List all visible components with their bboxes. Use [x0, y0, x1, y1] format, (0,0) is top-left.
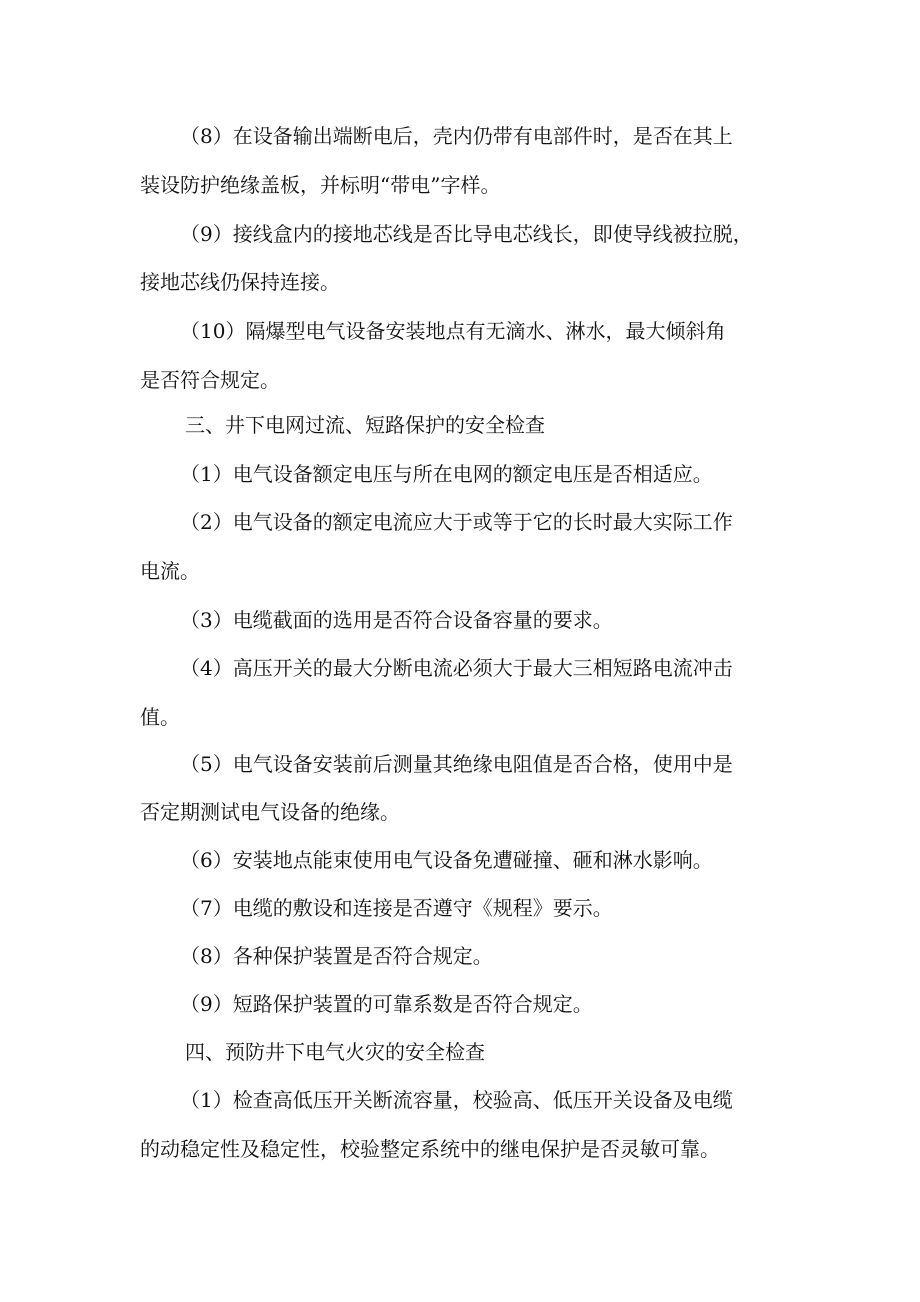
text-line: 值。 [140, 705, 180, 729]
text-line: （8）各种保护装置是否符合规定。 [180, 944, 493, 968]
text-line: 装设防护绝缘盖板，并标明“带电”字样。 [140, 173, 501, 197]
text-line: （1）电气设备额定电压与所在电网的额定电压是否相适应。 [180, 462, 713, 486]
text-line: （3）电缆截面的选用是否符合设备容量的要求。 [180, 608, 613, 632]
text-line: （7）电缆的敷设和连接是否遵守《规程》要示。 [180, 896, 613, 920]
text-line: （2）电气设备的额定电流应大于或等于它的长时最大实际工作 [180, 510, 733, 534]
text-line: 的动稳定性及稳定性，校验整定系统中的继电保护是否灵敏可靠。 [140, 1137, 720, 1161]
text-line: （5）电气设备安装前后测量其绝缘电阻值是否合格，使用中是 [180, 752, 733, 776]
text-line: 是否符合规定。 [140, 368, 280, 392]
section-heading: 三、井下电网过流、短路保护的安全检查 [185, 413, 545, 437]
text-line: 否定期测试电气设备的绝缘。 [140, 800, 400, 824]
text-line: （10）隔爆型电气设备安装地点有无滴水、淋水，最大倾斜角 [180, 319, 726, 343]
text-line: 接地芯线仍保持连接。 [140, 270, 340, 294]
section-heading: 四、预防井下电气火灾的安全检查 [185, 1040, 485, 1064]
text-line: （9）短路保护装置的可靠系数是否符合规定。 [180, 992, 593, 1016]
text-line: （4）高压开关的最大分断电流必须大于最大三相短路电流冲击 [180, 656, 733, 680]
text-line: （1）检查高低压开关断流容量，校验高、低压开关设备及电缆 [180, 1088, 733, 1112]
text-line: （9）接线盒内的接地芯线是否比导电芯线长，即使导线被拉脱， [180, 222, 753, 246]
text-line: （6）安装地点能束使用电气设备免遭碰撞、砸和淋水影响。 [180, 848, 713, 872]
text-line: 电流。 [140, 559, 200, 583]
text-line: （8）在设备输出端断电后，壳内仍带有电部件时，是否在其上 [180, 124, 733, 148]
